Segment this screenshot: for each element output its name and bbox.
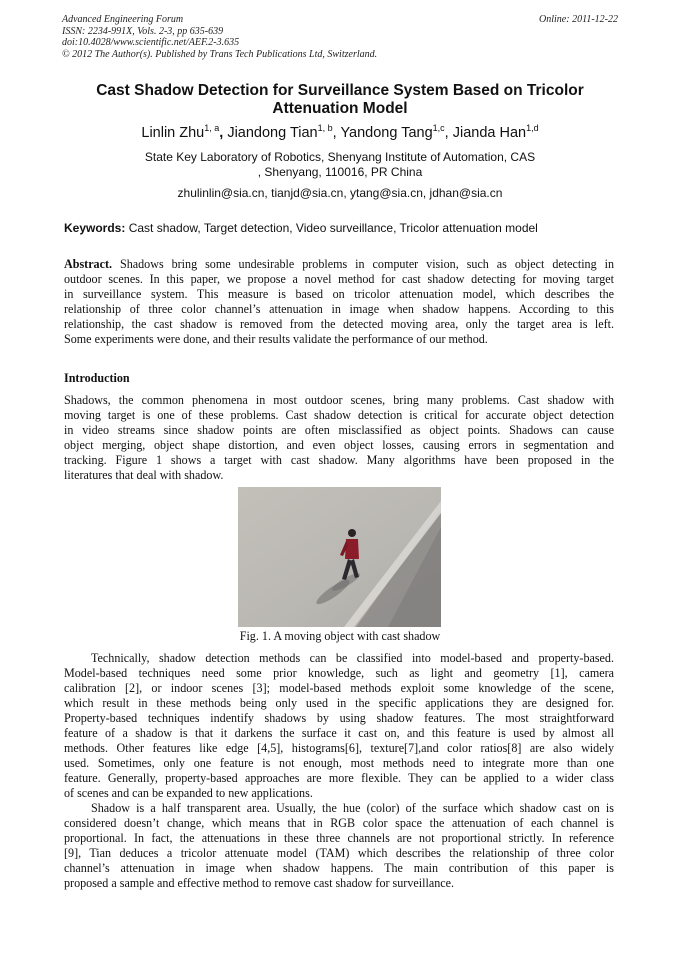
paper-title bbox=[62, 82, 618, 118]
online-date: Online: 2011-12-22 bbox=[539, 14, 618, 25]
body-line: Property-based techniques indentify shadows by using shadow features. The most straightforward bbox=[64, 711, 614, 725]
author-list bbox=[62, 124, 618, 142]
journal-issn: ISSN: 2234-991X, Vols. 2-3, pp 635-639 bbox=[62, 25, 224, 37]
author-name: Jianda Han bbox=[452, 125, 527, 141]
author-name: Jiandong Tian bbox=[227, 125, 318, 141]
journal-doi: doi:10.4028/www.scientific.net/AEF.2-3.635 bbox=[62, 37, 240, 48]
body-line: Shadow is a half transparent area. Usually, the hue (color) of the surface which shadow cast on is bbox=[91, 801, 614, 815]
author-name: Linlin Zhu bbox=[141, 125, 205, 141]
body-line: considered doesn’t change, which means that in RGB color space the attenuation of each channel is bbox=[64, 816, 614, 830]
body-line: proportional. In fact, the attenuations in these three channels are not proportional strictly. In reference bbox=[64, 831, 614, 845]
abstract-line: relationship of three color channel’s attenuation in image when shadow happens. According to this bbox=[64, 302, 614, 316]
figure-1-photo bbox=[238, 487, 441, 627]
author-affil-sup: 1, a bbox=[204, 123, 220, 133]
abstract-line-text: Shadows bring some undesirable problems in computer vision, such as object detecting in bbox=[112, 257, 614, 271]
body-line: which result in these methods being only used in the specific applications they are designed for. bbox=[64, 696, 614, 710]
title-line-1: Cast Shadow Detection for Surveillance System Based on Tricolor bbox=[96, 82, 584, 99]
body-line: [9], Tian deduces a tricolor attenuate model (TAM) which describes the relationship of three color bbox=[64, 846, 614, 860]
keywords-label: Keywords: bbox=[64, 221, 126, 235]
abstract-label: Abstract. bbox=[64, 257, 113, 271]
intro-line: in video streams since shadow points are often misclassified as object points. Shadows can cause bbox=[64, 423, 614, 437]
keywords bbox=[64, 221, 620, 235]
author-affil-sup: 1,d bbox=[526, 123, 539, 133]
figure-1-caption: Fig. 1. A moving object with cast shadow bbox=[239, 629, 441, 643]
body-line: feature of a shadow is that it darkens the surface it cast on, and this feature is used by almost all bbox=[64, 726, 614, 740]
intro-line: tracking. Figure 1 shows a target with cast shadow. Many algorithms have been proposed in the bbox=[64, 453, 614, 467]
abstract-line: in surveillance system. This measure is based on tricolor attenuation model, which describes the bbox=[64, 287, 614, 301]
journal-header bbox=[62, 14, 618, 60]
body-line: used. Sometimes, only one feature is not enough, most methods need to integrate more than one bbox=[64, 756, 614, 770]
body-line: Technically, shadow detection methods can be classified into model-based and property-based. bbox=[91, 651, 614, 665]
author-separator: , bbox=[444, 125, 449, 141]
author-name: Yandong Tang bbox=[340, 125, 433, 141]
author-affil-sup: 1, b bbox=[317, 123, 333, 133]
body-line: methods. Other features like edge [4,5], histograms[6], texture[7],and color ratios[8] are also widely bbox=[64, 741, 614, 755]
intro-line: literatures that deal with shadow. bbox=[64, 468, 224, 482]
body-line: Model-based techniques need some prior knowledge, such as light and geometry [1], camera bbox=[64, 666, 614, 680]
body-line: channel’s attenuation in image when shadow happens. The main contribution of this paper is bbox=[64, 861, 614, 875]
author-separator: , bbox=[219, 125, 224, 141]
affiliation-line-1: State Key Laboratory of Robotics, Shenyang Institute of Automation, CAS bbox=[144, 150, 536, 164]
title-line-2: Attenuation Model bbox=[272, 100, 408, 117]
body-line: of scenes and can be expanded to new applications. bbox=[64, 786, 313, 800]
author-affil-sup: 1,c bbox=[432, 123, 445, 133]
abstract-line: Some experiments were done, and their results validate the performance of our method. bbox=[64, 332, 488, 346]
abstract-line: relationship, the cast shadow is removed from the detected moving area, only the target area is left. bbox=[64, 317, 614, 331]
affiliation-line-2: , Shenyang, 110016, PR China bbox=[257, 164, 423, 179]
journal-copyright: © 2012 The Author(s). Published by Trans Tech Publications Ltd, Switzerland. bbox=[62, 48, 378, 60]
figure-1-image bbox=[238, 487, 441, 627]
journal-name: Advanced Engineering Forum bbox=[62, 14, 184, 25]
body-line: proposed a sample and effective method to remove cast shadow for surveillance. bbox=[64, 876, 454, 890]
intro-line: object merging, object shape distortion, and even object losses, causing errors in segmentation and bbox=[64, 438, 614, 452]
body-paragraphs bbox=[64, 651, 614, 891]
intro-line: Shadows, the common phenomena in most outdoor scenes, bring many problems. Cast shadow with bbox=[64, 393, 614, 407]
body-line: calibration [2], or indoor scenes [3]; model-based methods exploit some knowledge of the scene, bbox=[64, 681, 614, 695]
affiliation bbox=[62, 150, 618, 179]
author-separator: , bbox=[332, 125, 337, 141]
abstract-line bbox=[64, 257, 614, 272]
body-line: feature. Generally, property-based approaches are more flexible. They can be applied to a wider class bbox=[64, 771, 614, 785]
abstract-line: outdoor scenes. In this paper, we propose a novel method for cast shadow detecting for moving target bbox=[64, 272, 614, 286]
abstract bbox=[64, 257, 614, 347]
author-emails: zhulinlin@sia.cn, tianjd@sia.cn, ytang@sia.cn, jdhan@sia.cn bbox=[177, 186, 503, 200]
keywords-text: Cast shadow, Target detection, Video surveillance, Tricolor attenuation model bbox=[128, 221, 538, 235]
intro-line: moving target is one of these problems. Cast shadow detection is critical for accurate object detection bbox=[64, 408, 614, 422]
section-heading-introduction: Introduction bbox=[64, 371, 130, 385]
introduction-paragraph bbox=[64, 393, 614, 483]
